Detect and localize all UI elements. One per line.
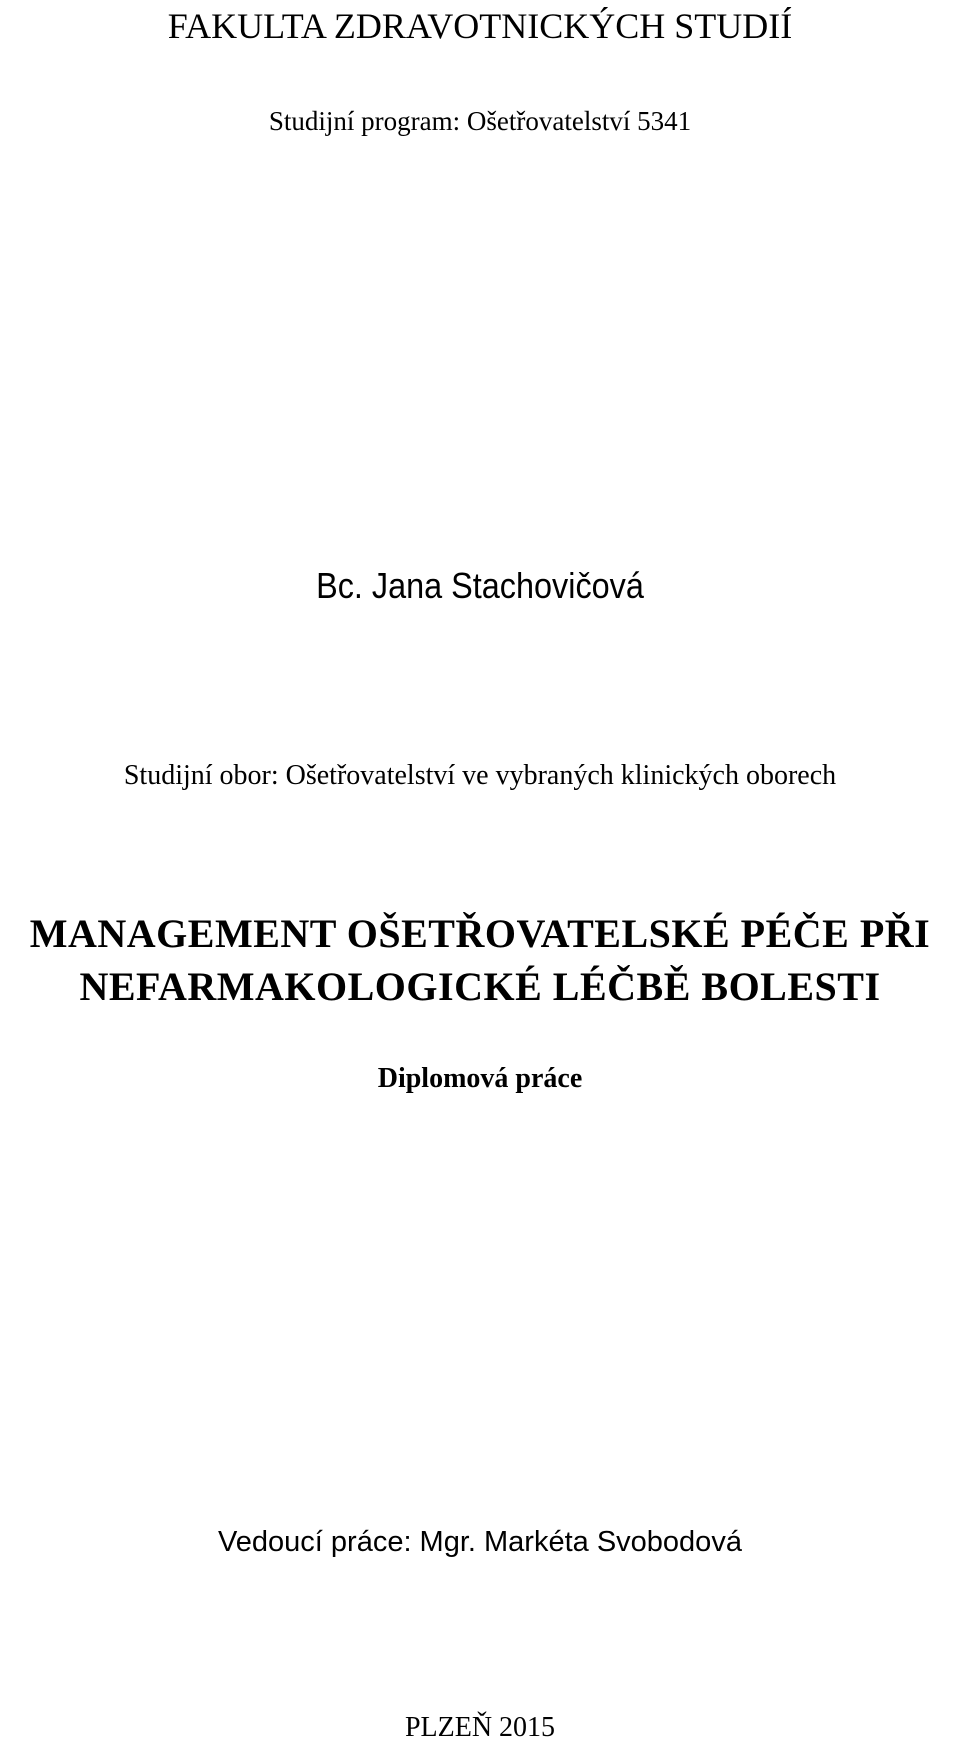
study-program: Studijní program: Ošetřovatelství 5341 xyxy=(268,106,692,136)
study-field: Studijní obor: Ošetřovatelství ve vybraných klinických oborech xyxy=(123,760,837,791)
place-and-year: PLZEŇ 2015 xyxy=(404,1712,556,1743)
document-type: Diplomová práce xyxy=(377,1063,583,1094)
supervisor: Vedoucí práce: Mgr. Markéta Svobodová xyxy=(218,1526,742,1558)
thesis-title-line-1: MANAGEMENT OŠETŘOVATELSKÉ PÉČE PŘI xyxy=(29,911,931,956)
thesis-title-line-2: NEFARMAKOLOGICKÉ LÉČBĚ BOLESTI xyxy=(79,964,881,1009)
author-name: Bc. Jana Stachovičová xyxy=(316,565,644,606)
faculty-name: FAKULTA ZDRAVOTNICKÝCH STUDIÍ xyxy=(167,6,793,46)
